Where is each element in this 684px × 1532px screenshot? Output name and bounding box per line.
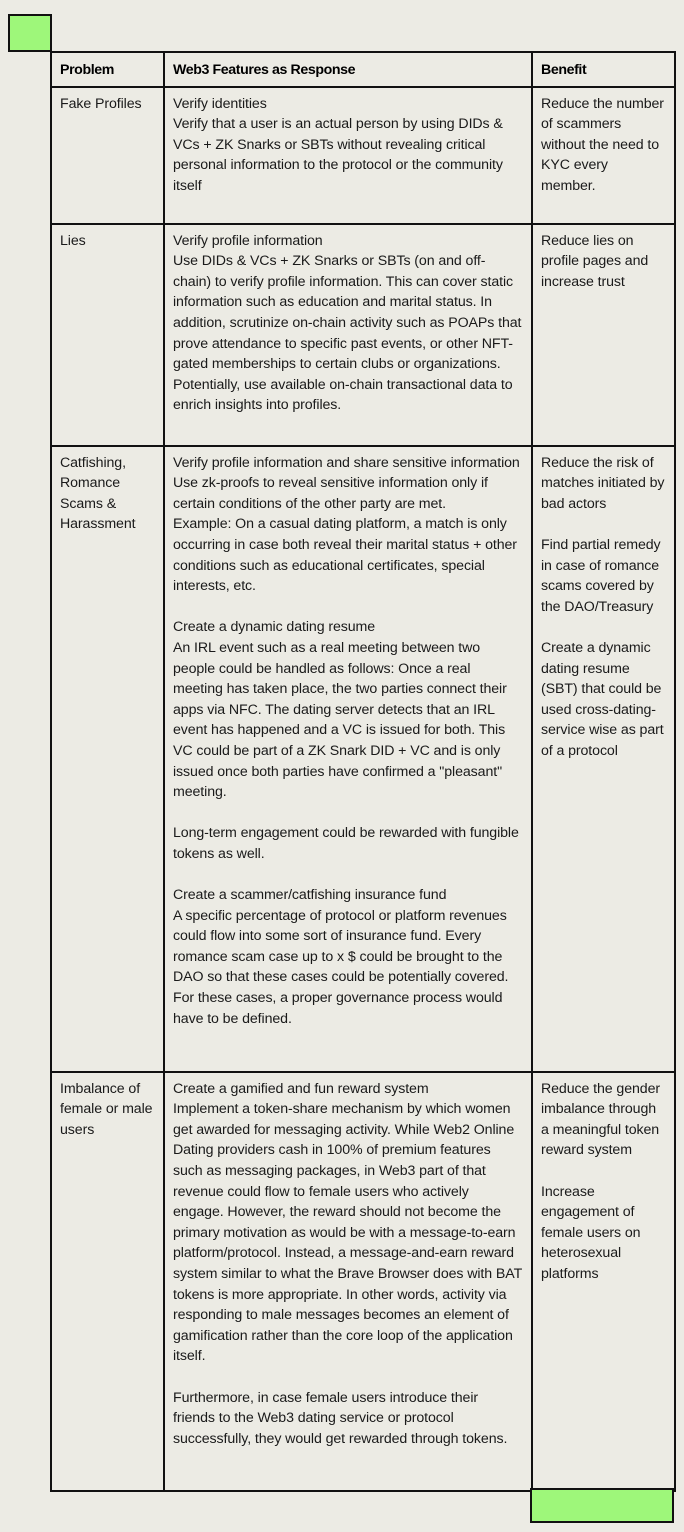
- table-header-row: [51, 52, 675, 87]
- spacer: [173, 1367, 523, 1388]
- problem-cell: Fake Profiles: [51, 87, 164, 224]
- benefit-cell: [532, 224, 675, 446]
- decorative-green-box-bottom-right: [530, 1488, 674, 1523]
- feature-title: Verify profile information: [173, 232, 323, 249]
- benefit-text: Reduce the number of scammers without the need to KYC every member.: [541, 95, 664, 194]
- feature-title: Create a gamified and fun reward system: [173, 1080, 429, 1097]
- table-row: [51, 87, 675, 224]
- benefit-cell: [532, 87, 675, 224]
- feature-title: Create a dynamic dating resume: [173, 619, 376, 636]
- features-cell: [164, 446, 532, 1072]
- benefit-text: Create a dynamic dating resume (SBT) that could be used cross-dating-service wise as part of a protocol: [541, 639, 664, 759]
- features-cell: [164, 87, 532, 224]
- benefit-text: Reduce the risk of matches initiated by bad actors: [541, 454, 665, 512]
- problem-cell: Lies: [51, 224, 164, 446]
- decorative-green-square-top-left: [8, 14, 52, 52]
- feature-note: Long-term engagement could be rewarded with fungible tokens as well.: [173, 825, 519, 862]
- feature-note: For these cases, a proper governance process would have to be defined.: [173, 990, 503, 1027]
- benefit-text: Reduce lies on profile pages and increase trust: [541, 232, 649, 290]
- table-row: [51, 224, 675, 446]
- table-row: [51, 446, 675, 1072]
- problem-cell: Catfishing, Romance Scams & Harassment: [51, 446, 164, 1072]
- benefit-text: Increase engagement of female users on heterosexual platforms: [541, 1183, 641, 1282]
- spacer: [173, 864, 523, 885]
- feature-note: Furthermore, in case female users introduce their friends to the Web3 dating service or protocol successfully, they would get rewarded through tokens.: [173, 1389, 508, 1447]
- benefit-cell: [532, 446, 675, 1072]
- feature-title: Create a scammer/catfishing insurance fund: [173, 887, 447, 904]
- spacer: [541, 617, 666, 638]
- header-web3-features: Web3 Features as Response: [164, 52, 532, 87]
- feature-example: Example: On a casual dating platform, a match is only occurring in case both reveal their marital status + other conditions such as educational certificates, special interests, etc.: [173, 516, 517, 595]
- feature-title: Verify identities: [173, 95, 267, 112]
- problem-cell: Imbalance of female or male users: [51, 1072, 164, 1491]
- spacer: [541, 514, 666, 535]
- problem-feature-benefit-table: [50, 51, 676, 1492]
- features-cell: [164, 1072, 532, 1491]
- benefit-text: Find partial remedy in case of romance scams covered by the DAO/Treasury: [541, 536, 661, 615]
- feature-description: Use zk-proofs to reveal sensitive information only if certain conditions of the other party are met.: [173, 475, 488, 512]
- spacer: [541, 1161, 666, 1182]
- header-benefit: Benefit: [532, 52, 675, 87]
- feature-description: Verify that a user is an actual person by using DIDs & VCs + ZK Snarks or SBTs without revealing critical personal information to the protocol or the community itself: [173, 116, 503, 194]
- table-row: [51, 1072, 675, 1491]
- features-cell: [164, 224, 532, 446]
- benefit-text: Reduce the gender imbalance through a meaningful token reward system: [541, 1080, 660, 1159]
- spacer: [173, 597, 523, 618]
- benefit-cell: [532, 1072, 675, 1491]
- feature-description: A specific percentage of protocol or platform revenues could flow into some sort of insurance fund. Every romance scam case up to x $ could be brought to the DAO so that these cases could be potentially covered.: [173, 907, 509, 986]
- feature-description: An IRL event such as a real meeting between two people could be handled as follows: Once a real meeting has taken place, the two parties connect their apps via NFC. The dating server detects that an IRL event has happened and a VC is issued for both. This VC could be part of a ZK Snark DID + VC and is only issued once both parties have confirmed a "pleasant" meeting.: [173, 639, 507, 801]
- feature-title: Verify profile information and share sensitive information: [173, 454, 520, 471]
- feature-description: Use DIDs & VCs + ZK Snarks or SBTs (on and off-chain) to verify profile information. This can cover static information such as education and marital status. In addition, scrutinize on-chain activity such as POAPs that prove attendance to specific past events, or other NFT-gated memberships to certain clubs or organizations. Potentially, use available on-chain transactional data to enrich insights into profiles.: [173, 253, 522, 414]
- feature-description: Implement a token-share mechanism by which women get awarded for messaging activity. While Web2 Online Dating providers cash in 100% of premium features such as messaging packages, in Web3 part of that revenue could flow to female users who actively engage. However, the reward should not become the primary motivation as would be with a message-to-earn platform/protocol. Instead, a message-and-earn reward system similar to what the Brave Browser does with BAT tokens is more appropriate. In other words, activity via responding to male messages becomes an element of gamification rather than the core loop of the application itself.: [173, 1101, 522, 1365]
- spacer: [173, 803, 523, 824]
- header-problem: Problem: [51, 52, 164, 87]
